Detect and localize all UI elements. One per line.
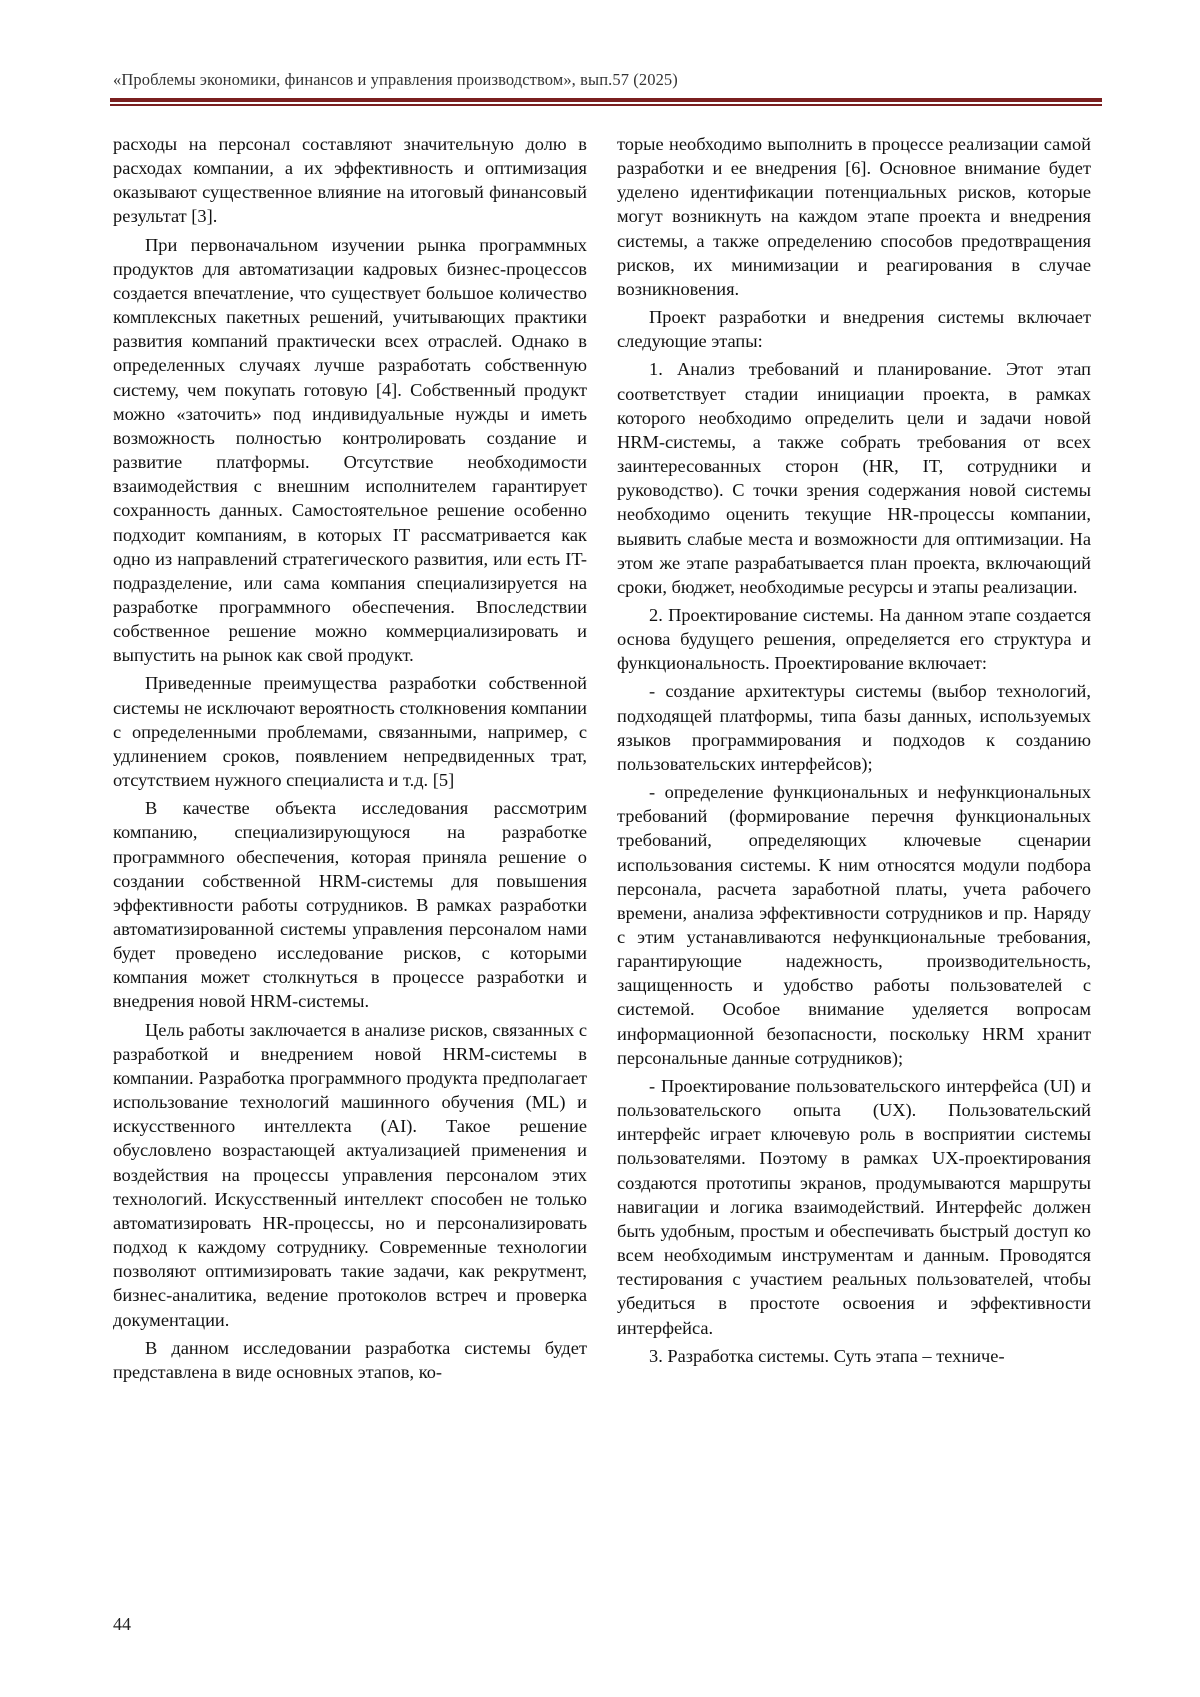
paragraph: При первоначальном изучении рынка программных продуктов для автоматизации кадровых бизнес-процессов создается впечатление, что существует большое количество комплексных пакетных решений, учитывающих практики развития компаний практически всех отраслей. Однако в определенных случаях лучше разработать собственную систему, чем покупать готовую [4]. Собственный продукт можно «заточить» под индивидуальные нужды и иметь возможность полностью контролировать создание и развитие платформы. Отсутствие необходимости взаимодействия с внешним исполнителем гарантирует сохранность данных. Самостоятельное решение особенно подходит компаниям, в которых IT рассматривается как одно из направлений стратегического развития, или есть IT-подразделение, или сама компания специализируется на разработке программного обеспечения. Впоследствии собственное решение можно коммерциализировать и выпустить на рынок как свой продукт. [113,234,587,666]
paragraph: 3. Разработка системы. Суть этапа – техниче- [649,1345,1005,1366]
paragraph: В данном исследовании разработка системы будет представлена в виде основных этапов, ко- [113,1337,587,1382]
journal-header: «Проблемы экономики, финансов и управления производством», вып.57 (2025) [113,70,678,89]
paragraph: 2. Проектирование системы. На данном этапе создается основа будущего решения, определяется его структура и функциональность. Проектирование включает: [617,604,1091,674]
left-column [113,132,587,1388]
header-rule-thick [110,98,1102,102]
right-column [617,132,1091,1372]
paragraph: Проект разработки и внедрения системы включает следующие этапы: [617,307,1091,352]
paragraph: Приведенные преимущества разработки собственной системы не исключают вероятность столкновения компании с определенными проблемами, связанными, например, с удлинением сроков, появлением непредвиденных трат, отсутствием нужного специалиста и т.д. [5] [113,673,587,791]
paragraph: - определение функциональных и нефункциональных требований (формирование перечня функциональных требований, определяющих ключевые сценарии использования системы. К ним относятся модули подбора персонала, расчета заработной платы, учета рабочего времени, анализа эффективности сотрудников и пр. Наряду с этим устанавливаются нефункциональные требования, гарантирующие надежность, производительность, защищенность и удобство работы пользователей с системой. Особое внимание уделяется вопросам информационной безопасности, поскольку HRM хранит персональные данные сотрудников); [617,782,1091,1068]
paragraph: - Проектирование пользовательского интерфейса (UI) и пользовательского опыта (UX). Пользовательский интерфейс играет ключевую роль в восприятии системы пользователями. Поэтому в рамках UX-проектирования создаются прототипы экранов, продумываются маршруты навигации и логика взаимодействий. Интерфейс должен быть удобным, простым и обеспечивать быстрый доступ ко всем необходимым инструментам и данным. Проводятся тестирования с участием реальных пользователей, чтобы убедиться в простоте освоения и эффективности интерфейса. [617,1075,1091,1338]
paragraph: торые необходимо выполнить в процессе реализации самой разработки и ее внедрения [6]. Основное внимание будет уделено идентификации потенциальных рисков, которые могут возникнуть на каждом этапе проекта и внедрения системы, а также определению способов предотвращения рисков, их минимизации и реагирования в случае возникновения. [617,134,1091,299]
page-number: 44 [113,1614,131,1634]
paragraph: 1. Анализ требований и планирование. Этот этап соответствует стадии инициации проекта, в рамках которого необходимо определить цели и задачи новой HRM-системы, а также собрать требования от всех заинтересованных сторон (HR, IT, сотрудники и руководство). С точки зрения содержания новой системы необходимо оценить текущие HR-процессы компании, выявить слабые места и возможности для оптимизации. На этом же этапе разрабатывается план проекта, включающий сроки, бюджет, необходимые ресурсы и этапы реализации. [617,359,1091,597]
paragraph: В качестве объекта исследования рассмотрим компанию, специализирующуюся на разработке программного обеспечения, которая приняла решение о создании собственной HRM-системы для повышения эффективности работы сотрудников. В рамках разработки автоматизированной системы управления персоналом нами будет проведено исследование рисков, с которыми компания может столкнуться в процессе разработки и внедрения новой HRM-системы. [113,798,587,1012]
header-rule-thin [110,104,1102,106]
paragraph: расходы на персонал составляют значительную долю в расходах компании, а их эффективность и оптимизация оказывают существенное влияние на итоговый финансовый результат [3]. [113,134,587,227]
paragraph: Цель работы заключается в анализе рисков, связанных с разработкой и внедрением новой HRM-системы в компании. Разработка программного продукта предполагает использование технологий машинного обучения (ML) и искусственного интеллекта (AI). Такое решение обусловлено возрастающей актуализацией применения и воздействия на процессы управления персоналом этих технологий. Искусственный интеллект способен не только автоматизировать HR-процессы, но и персонализировать подход к каждому сотруднику. Современные технологии позволяют оптимизировать такие задачи, как рекрутмент, бизнес-аналитика, ведение протоколов встреч и проверка документации. [113,1019,587,1330]
paragraph: - создание архитектуры системы (выбор технологий, подходящей платформы, типа базы данных, используемых языков программирования и подходов к созданию пользовательских интерфейсов); [617,681,1091,774]
